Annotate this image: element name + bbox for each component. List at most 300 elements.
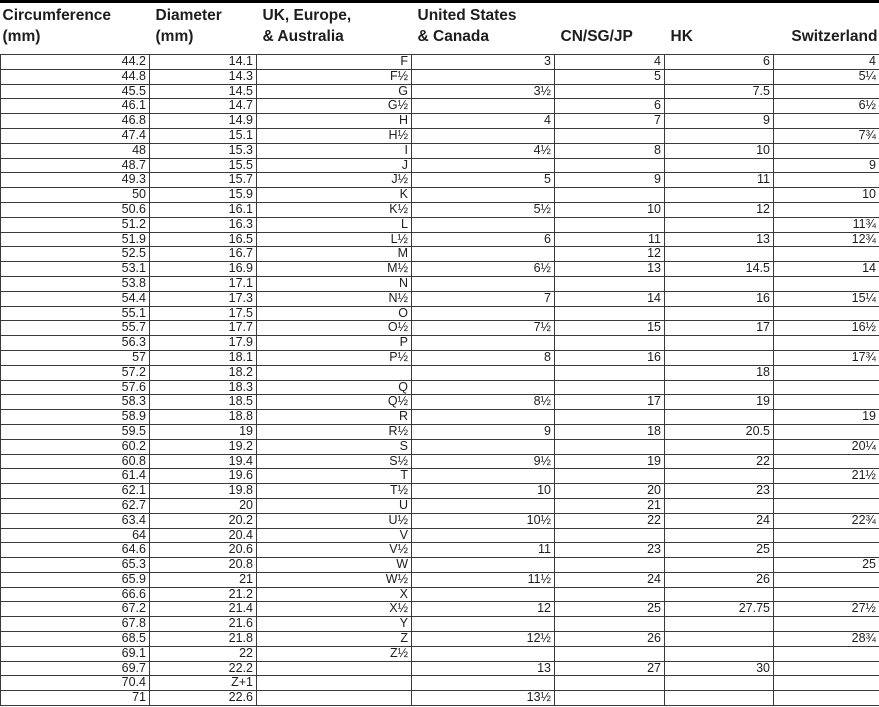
cell-hk: 23: [665, 484, 774, 499]
cell-uk-europe-australia: J: [257, 158, 412, 173]
cell-diameter: 18.2: [150, 365, 257, 380]
cell-cn-sg-jp: [555, 188, 665, 203]
cell-uk-europe-australia: M½: [257, 262, 412, 277]
cell-switzerland: 25: [774, 558, 879, 573]
cell-diameter: 14.3: [150, 69, 257, 84]
cell-us-canada: [412, 617, 555, 632]
cell-cn-sg-jp: [555, 469, 665, 484]
cell-circumference: 57.2: [1, 365, 150, 380]
cell-diameter: 16.7: [150, 247, 257, 262]
cell-diameter: 17.3: [150, 291, 257, 306]
cell-cn-sg-jp: 5: [555, 69, 665, 84]
cell-hk: [665, 676, 774, 691]
cell-cn-sg-jp: 26: [555, 632, 665, 647]
cell-cn-sg-jp: 10: [555, 202, 665, 217]
ring-size-conversion-table: [0, 3, 879, 706]
cell-switzerland: 27½: [774, 602, 879, 617]
table-row: [1, 528, 879, 543]
header-line2: Switzerland: [791, 28, 878, 45]
cell-uk-europe-australia: [257, 691, 412, 706]
cell-switzerland: 10: [774, 188, 879, 203]
cell-diameter: 19: [150, 424, 257, 439]
cell-uk-europe-australia: T½: [257, 484, 412, 499]
cell-switzerland: 6½: [774, 99, 879, 114]
header-line1: Diameter: [155, 7, 222, 24]
cell-uk-europe-australia: U½: [257, 513, 412, 528]
cell-us-canada: [412, 646, 555, 661]
cell-us-canada: [412, 380, 555, 395]
cell-circumference: 60.2: [1, 439, 150, 454]
cell-us-canada: 12: [412, 602, 555, 617]
cell-circumference: 57: [1, 350, 150, 365]
cell-cn-sg-jp: 4: [555, 55, 665, 70]
cell-cn-sg-jp: 19: [555, 454, 665, 469]
table-row: [1, 217, 879, 232]
cell-hk: [665, 158, 774, 173]
table-row: [1, 365, 879, 380]
cell-cn-sg-jp: [555, 646, 665, 661]
cell-cn-sg-jp: [555, 439, 665, 454]
cell-circumference: 45.5: [1, 84, 150, 99]
cell-switzerland: 4: [774, 55, 879, 70]
cell-cn-sg-jp: [555, 217, 665, 232]
cell-cn-sg-jp: 6: [555, 99, 665, 114]
cell-uk-europe-australia: Z½: [257, 646, 412, 661]
cell-uk-europe-australia: I: [257, 143, 412, 158]
cell-switzerland: 14: [774, 262, 879, 277]
cell-circumference: 71: [1, 691, 150, 706]
cell-uk-europe-australia: [257, 676, 412, 691]
cell-circumference: 56.3: [1, 336, 150, 351]
cell-uk-europe-australia: K½: [257, 202, 412, 217]
cell-circumference: 48: [1, 143, 150, 158]
table-row: [1, 143, 879, 158]
cell-diameter: 21.4: [150, 602, 257, 617]
cell-switzerland: 16½: [774, 321, 879, 336]
cell-circumference: 65.3: [1, 558, 150, 573]
cell-hk: [665, 217, 774, 232]
cell-switzerland: 7¾: [774, 128, 879, 143]
cell-switzerland: [774, 454, 879, 469]
cell-cn-sg-jp: [555, 84, 665, 99]
cell-diameter: 20.4: [150, 528, 257, 543]
cell-switzerland: 15¼: [774, 291, 879, 306]
cell-circumference: 63.4: [1, 513, 150, 528]
cell-switzerland: 12¾: [774, 232, 879, 247]
cell-switzerland: [774, 365, 879, 380]
cell-us-canada: 3: [412, 55, 555, 70]
cell-diameter: 15.3: [150, 143, 257, 158]
cell-cn-sg-jp: 9: [555, 173, 665, 188]
cell-hk: 12: [665, 202, 774, 217]
cell-diameter: 17.7: [150, 321, 257, 336]
cell-circumference: 53.1: [1, 262, 150, 277]
cell-hk: 22: [665, 454, 774, 469]
cell-uk-europe-australia: G: [257, 84, 412, 99]
cell-uk-europe-australia: U: [257, 498, 412, 513]
table-row: [1, 661, 879, 676]
table-row: [1, 350, 879, 365]
cell-diameter: 16.5: [150, 232, 257, 247]
cell-hk: [665, 469, 774, 484]
cell-circumference: 44.8: [1, 69, 150, 84]
cell-switzerland: 28¾: [774, 632, 879, 647]
cell-switzerland: [774, 143, 879, 158]
cell-uk-europe-australia: M: [257, 247, 412, 262]
table-row: [1, 558, 879, 573]
cell-uk-europe-australia: V: [257, 528, 412, 543]
cell-hk: [665, 691, 774, 706]
cell-cn-sg-jp: 12: [555, 247, 665, 262]
cell-circumference: 62.1: [1, 484, 150, 499]
cell-cn-sg-jp: [555, 587, 665, 602]
cell-circumference: 49.3: [1, 173, 150, 188]
cell-circumference: 47.4: [1, 128, 150, 143]
table-row: [1, 439, 879, 454]
cell-diameter: 14.1: [150, 55, 257, 70]
table-body: [1, 55, 879, 706]
cell-hk: 10: [665, 143, 774, 158]
header-line1: [561, 5, 665, 26]
cell-hk: [665, 646, 774, 661]
table-row: [1, 572, 879, 587]
table-row: [1, 676, 879, 691]
cell-switzerland: [774, 276, 879, 291]
cell-circumference: 61.4: [1, 469, 150, 484]
cell-us-canada: [412, 676, 555, 691]
table-row: [1, 543, 879, 558]
cell-diameter: 16.3: [150, 217, 257, 232]
cell-hk: 13: [665, 232, 774, 247]
table-row: [1, 232, 879, 247]
cell-circumference: 46.8: [1, 114, 150, 129]
cell-diameter: 16.9: [150, 262, 257, 277]
header-line1: [671, 5, 774, 26]
table-row: [1, 262, 879, 277]
header-line2: & Australia: [262, 28, 344, 45]
table-row: [1, 247, 879, 262]
cell-circumference: 57.6: [1, 380, 150, 395]
cell-hk: 17: [665, 321, 774, 336]
cell-uk-europe-australia: F½: [257, 69, 412, 84]
cell-us-canada: [412, 528, 555, 543]
table-row: [1, 158, 879, 173]
cell-diameter: 21.2: [150, 587, 257, 602]
cell-switzerland: 5¼: [774, 69, 879, 84]
cell-diameter: 15.5: [150, 158, 257, 173]
cell-us-canada: 13: [412, 661, 555, 676]
cell-cn-sg-jp: [555, 410, 665, 425]
cell-us-canada: 10½: [412, 513, 555, 528]
cell-diameter: 20.2: [150, 513, 257, 528]
cell-us-canada: [412, 410, 555, 425]
cell-us-canada: [412, 439, 555, 454]
cell-switzerland: 20¼: [774, 439, 879, 454]
cell-hk: 16: [665, 291, 774, 306]
table-row: [1, 469, 879, 484]
cell-switzerland: 19: [774, 410, 879, 425]
cell-us-canada: [412, 99, 555, 114]
cell-circumference: 51.2: [1, 217, 150, 232]
cell-uk-europe-australia: L: [257, 217, 412, 232]
cell-cn-sg-jp: 16: [555, 350, 665, 365]
cell-hk: 27.75: [665, 602, 774, 617]
column-header-circumference: [1, 3, 150, 55]
cell-cn-sg-jp: [555, 528, 665, 543]
cell-cn-sg-jp: 20: [555, 484, 665, 499]
cell-diameter: 14.9: [150, 114, 257, 129]
table-row: [1, 114, 879, 129]
table-row: [1, 410, 879, 425]
column-header-us-canada: [412, 3, 555, 55]
cell-cn-sg-jp: [555, 558, 665, 573]
cell-circumference: 53.8: [1, 276, 150, 291]
cell-us-canada: 3½: [412, 84, 555, 99]
cell-switzerland: 17¾: [774, 350, 879, 365]
cell-circumference: 58.3: [1, 395, 150, 410]
cell-circumference: 44.2: [1, 55, 150, 70]
cell-hk: [665, 498, 774, 513]
table-row: [1, 306, 879, 321]
cell-cn-sg-jp: [555, 380, 665, 395]
cell-us-canada: [412, 69, 555, 84]
cell-cn-sg-jp: 7: [555, 114, 665, 129]
cell-cn-sg-jp: 15: [555, 321, 665, 336]
cell-cn-sg-jp: 13: [555, 262, 665, 277]
cell-circumference: 59.5: [1, 424, 150, 439]
cell-us-canada: [412, 306, 555, 321]
cell-us-canada: 9½: [412, 454, 555, 469]
cell-switzerland: [774, 202, 879, 217]
cell-switzerland: [774, 336, 879, 351]
table-row: [1, 99, 879, 114]
cell-us-canada: 5: [412, 173, 555, 188]
cell-diameter: 21.6: [150, 617, 257, 632]
cell-circumference: 54.4: [1, 291, 150, 306]
cell-us-canada: [412, 498, 555, 513]
cell-us-canada: [412, 276, 555, 291]
cell-uk-europe-australia: F: [257, 55, 412, 70]
header-line1: Circumference: [2, 7, 112, 24]
table-row: [1, 498, 879, 513]
cell-diameter: 21.8: [150, 632, 257, 647]
cell-cn-sg-jp: [555, 128, 665, 143]
header-line1: United States: [417, 7, 517, 24]
cell-switzerland: [774, 484, 879, 499]
cell-diameter: 17.5: [150, 306, 257, 321]
table-row: [1, 173, 879, 188]
cell-us-canada: 6: [412, 232, 555, 247]
cell-switzerland: [774, 306, 879, 321]
cell-hk: [665, 617, 774, 632]
table-row: [1, 202, 879, 217]
cell-circumference: 62.7: [1, 498, 150, 513]
table-row: [1, 55, 879, 70]
cell-uk-europe-australia: G½: [257, 99, 412, 114]
cell-hk: [665, 350, 774, 365]
cell-switzerland: [774, 646, 879, 661]
cell-diameter: 19.8: [150, 484, 257, 499]
cell-hk: 11: [665, 173, 774, 188]
table-row: [1, 587, 879, 602]
cell-uk-europe-australia: R: [257, 410, 412, 425]
cell-us-canada: 8½: [412, 395, 555, 410]
table-row: [1, 69, 879, 84]
cell-circumference: 64: [1, 528, 150, 543]
cell-uk-europe-australia: Q: [257, 380, 412, 395]
cell-switzerland: [774, 676, 879, 691]
cell-cn-sg-jp: 25: [555, 602, 665, 617]
cell-switzerland: 11¾: [774, 217, 879, 232]
cell-hk: [665, 188, 774, 203]
cell-switzerland: [774, 661, 879, 676]
cell-uk-europe-australia: V½: [257, 543, 412, 558]
cell-uk-europe-australia: W: [257, 558, 412, 573]
cell-circumference: 55.1: [1, 306, 150, 321]
cell-cn-sg-jp: 27: [555, 661, 665, 676]
cell-diameter: 18.1: [150, 350, 257, 365]
cell-uk-europe-australia: T: [257, 469, 412, 484]
header-line2: (mm): [155, 28, 194, 45]
cell-hk: 6: [665, 55, 774, 70]
cell-cn-sg-jp: [555, 158, 665, 173]
cell-cn-sg-jp: [555, 691, 665, 706]
table-row: [1, 602, 879, 617]
cell-switzerland: [774, 173, 879, 188]
cell-uk-europe-australia: S½: [257, 454, 412, 469]
cell-hk: [665, 128, 774, 143]
table-row: [1, 291, 879, 306]
cell-uk-europe-australia: X: [257, 587, 412, 602]
cell-us-canada: 6½: [412, 262, 555, 277]
cell-us-canada: [412, 247, 555, 262]
cell-uk-europe-australia: Q½: [257, 395, 412, 410]
cell-us-canada: 8: [412, 350, 555, 365]
cell-hk: [665, 410, 774, 425]
table-row: [1, 380, 879, 395]
cell-diameter: 16.1: [150, 202, 257, 217]
cell-circumference: 66.6: [1, 587, 150, 602]
cell-uk-europe-australia: W½: [257, 572, 412, 587]
cell-diameter: 15.9: [150, 188, 257, 203]
cell-uk-europe-australia: H: [257, 114, 412, 129]
cell-switzerland: [774, 114, 879, 129]
cell-hk: [665, 632, 774, 647]
column-header-hk: [665, 3, 774, 55]
cell-us-canada: 4½: [412, 143, 555, 158]
cell-us-canada: 4: [412, 114, 555, 129]
table-row: [1, 632, 879, 647]
header-line2: CN/SG/JP: [560, 28, 633, 45]
cell-hk: 30: [665, 661, 774, 676]
cell-us-canada: [412, 336, 555, 351]
cell-hk: [665, 558, 774, 573]
cell-us-canada: 5½: [412, 202, 555, 217]
cell-circumference: 67.2: [1, 602, 150, 617]
cell-uk-europe-australia: Z: [257, 632, 412, 647]
table-row: [1, 646, 879, 661]
cell-cn-sg-jp: [555, 365, 665, 380]
cell-cn-sg-jp: 8: [555, 143, 665, 158]
cell-hk: 20.5: [665, 424, 774, 439]
cell-us-canada: 12½: [412, 632, 555, 647]
cell-hk: 18: [665, 365, 774, 380]
cell-hk: [665, 380, 774, 395]
cell-switzerland: [774, 424, 879, 439]
table-row: [1, 454, 879, 469]
cell-uk-europe-australia: N½: [257, 291, 412, 306]
table-row: [1, 336, 879, 351]
cell-uk-europe-australia: P: [257, 336, 412, 351]
cell-diameter: 19.6: [150, 469, 257, 484]
cell-diameter: 21: [150, 572, 257, 587]
cell-hk: 14.5: [665, 262, 774, 277]
column-header-diameter: [150, 3, 257, 55]
column-header-switzerland: [774, 3, 879, 55]
cell-circumference: 69.7: [1, 661, 150, 676]
header-line2: (mm): [2, 28, 41, 45]
cell-uk-europe-australia: N: [257, 276, 412, 291]
cell-cn-sg-jp: [555, 617, 665, 632]
cell-cn-sg-jp: 18: [555, 424, 665, 439]
cell-hk: 26: [665, 572, 774, 587]
header-line1: UK, Europe,: [262, 7, 352, 24]
cell-circumference: 60.8: [1, 454, 150, 469]
cell-us-canada: [412, 469, 555, 484]
table-row: [1, 395, 879, 410]
cell-us-canada: [412, 558, 555, 573]
cell-uk-europe-australia: O: [257, 306, 412, 321]
cell-diameter: 15.1: [150, 128, 257, 143]
cell-cn-sg-jp: 23: [555, 543, 665, 558]
cell-uk-europe-australia: [257, 661, 412, 676]
cell-us-canada: 10: [412, 484, 555, 499]
cell-switzerland: [774, 617, 879, 632]
table-row: [1, 188, 879, 203]
cell-uk-europe-australia: X½: [257, 602, 412, 617]
cell-cn-sg-jp: 22: [555, 513, 665, 528]
cell-hk: [665, 276, 774, 291]
cell-uk-europe-australia: H½: [257, 128, 412, 143]
column-header-cn-sg-jp: [555, 3, 665, 55]
cell-circumference: 52.5: [1, 247, 150, 262]
cell-circumference: 65.9: [1, 572, 150, 587]
cell-hk: [665, 247, 774, 262]
cell-cn-sg-jp: [555, 676, 665, 691]
cell-circumference: 68.5: [1, 632, 150, 647]
cell-cn-sg-jp: 17: [555, 395, 665, 410]
cell-diameter: 20: [150, 498, 257, 513]
cell-circumference: 50.6: [1, 202, 150, 217]
table-row: [1, 276, 879, 291]
cell-hk: [665, 336, 774, 351]
cell-switzerland: [774, 572, 879, 587]
cell-hk: 24: [665, 513, 774, 528]
cell-us-canada: [412, 587, 555, 602]
cell-switzerland: 22¾: [774, 513, 879, 528]
cell-diameter: 19.4: [150, 454, 257, 469]
cell-uk-europe-australia: S: [257, 439, 412, 454]
cell-hk: [665, 306, 774, 321]
table-header: [1, 3, 879, 55]
cell-circumference: 67.8: [1, 617, 150, 632]
cell-circumference: 51.9: [1, 232, 150, 247]
cell-hk: 19: [665, 395, 774, 410]
table-row: [1, 513, 879, 528]
cell-diameter: 18.8: [150, 410, 257, 425]
cell-circumference: 48.7: [1, 158, 150, 173]
cell-hk: 9: [665, 114, 774, 129]
